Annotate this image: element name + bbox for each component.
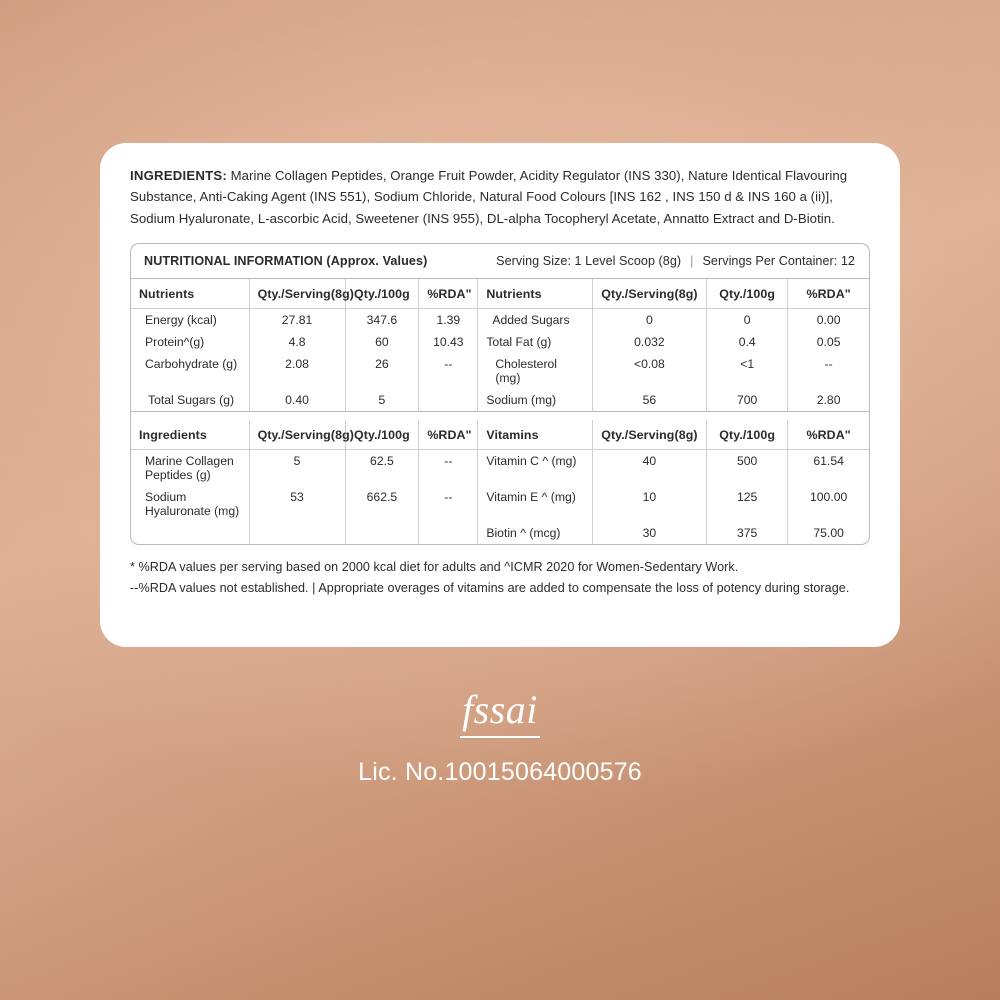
vitamin-rda: 75.00: [813, 526, 844, 541]
table-header-row-nutrients: [131, 279, 869, 309]
footnote-rda: * %RDA values per serving based on 2000 kcal diet for adults and ^ICMR 2020 for Women-Sedentary Work.: [130, 560, 739, 575]
col-nutrients-right: Nutrients: [478, 279, 592, 309]
fssai-logo: [460, 687, 540, 740]
nutrient-qty-100g: 0.4: [707, 331, 788, 353]
nutrition-label-card: [100, 143, 900, 647]
fssai-logo-underline: [460, 736, 540, 739]
nutrient-qty-100g: 5: [345, 389, 419, 412]
ingredient-qty-100g: 62.5: [345, 450, 419, 487]
col-rda-1: %RDA": [419, 279, 478, 309]
ingredient-rda: --: [419, 486, 478, 522]
nutrient-rda: [419, 389, 478, 412]
vitamin-qty-serving: 40: [592, 450, 706, 487]
ingredient-qty-serving: 53: [249, 486, 345, 522]
col-qty-100g-2: Qty./100g: [707, 279, 788, 309]
col-qty-100g-4: Qty./100g: [707, 420, 788, 450]
col-qty-100g-3: Qty./100g: [345, 420, 419, 450]
vitamin-qty-100g: 500: [707, 450, 788, 487]
col-qty-serving-3: Qty./Serving(8g): [249, 420, 345, 450]
nutrition-panel-header: [131, 244, 869, 279]
col-nutrients-left: Nutrients: [131, 279, 249, 309]
empty-cell: [249, 522, 345, 544]
nutrient-qty-serving: 56: [592, 389, 706, 412]
nutrient-name: Energy (kcal): [131, 309, 249, 332]
table-row: [131, 522, 869, 544]
fssai-block: [0, 687, 1000, 787]
vitamin-name: Biotin ^ (mcg): [478, 522, 592, 544]
nutrition-title: NUTRITIONAL INFORMATION (Approx. Values): [144, 254, 428, 269]
col-qty-100g-1: Qty./100g: [345, 279, 419, 309]
serving-size: Serving Size: 1 Level Scoop (8g): [496, 254, 682, 269]
nutrient-qty-100g: 700: [707, 389, 788, 412]
col-vitamins: Vitamins: [478, 420, 592, 450]
header-separator: |: [690, 254, 694, 269]
table-row: [131, 353, 869, 389]
nutrient-qty-100g: 0: [707, 309, 788, 332]
col-rda-2: %RDA": [788, 279, 869, 309]
col-qty-serving-4: Qty./Serving(8g): [592, 420, 706, 450]
nutrient-qty-100g: <1: [707, 353, 788, 389]
table-row: [131, 309, 869, 332]
vitamin-qty-100g: 125: [707, 486, 788, 522]
nutrient-qty-serving: 0: [592, 309, 706, 332]
nutritional-information-panel: [130, 243, 870, 545]
nutrient-qty-serving: 0.40: [249, 389, 345, 412]
col-rda-4: %RDA": [788, 420, 869, 450]
nutrient-qty-100g: 60: [345, 331, 419, 353]
nutrient-name: Total Fat (g): [478, 331, 592, 353]
ingredients-text: Marine Collagen Peptides, Orange Fruit Powder, Acidity Regulator (INS 330), Nature Identical Flavouring Substance, Anti-Caking Agent (INS 551), Sodium Chloride, Natural Food Colours [INS 162 , INS 150 d & INS 160 a (ii)], Sodium Hyaluronate, L-ascorbic Acid, Sweetener (INS 955), DL-alpha Tocopheryl Acetate, Annatto Extract and D-Biotin.: [130, 168, 848, 226]
vitamin-qty-serving: 10: [592, 486, 706, 522]
vitamin-rda: 61.54: [813, 454, 844, 469]
col-rda-3: %RDA": [419, 420, 478, 450]
table-row: [131, 389, 869, 412]
table-header-row-ingredients: [131, 420, 869, 450]
table-section-divider: [131, 412, 869, 421]
servings-per-container: Servings Per Container: 12: [702, 254, 855, 269]
table-row: [131, 331, 869, 353]
col-qty-serving-1: Qty./Serving(8g): [249, 279, 345, 309]
footnote-overages: --%RDA values not established. | Appropriate overages of vitamins are added to compensate the loss of potency during storage.: [130, 580, 850, 595]
vitamin-name: Vitamin E ^ (mg): [478, 486, 592, 522]
empty-cell: [419, 522, 478, 544]
col-ingredients: Ingredients: [131, 420, 249, 450]
nutrient-name: Total Sugars (g): [131, 389, 249, 412]
ingredients-paragraph: [130, 165, 870, 229]
ingredient-qty-100g: 662.5: [345, 486, 419, 522]
nutrient-qty-100g: 26: [345, 353, 419, 389]
ingredients-heading: INGREDIENTS:: [130, 168, 227, 183]
col-qty-serving-2: Qty./Serving(8g): [592, 279, 706, 309]
nutrient-name: Cholesterol (mg): [478, 353, 592, 389]
vitamin-qty-serving: 30: [592, 522, 706, 544]
nutrient-qty-serving: 2.08: [249, 353, 345, 389]
nutrient-qty-serving: 27.81: [249, 309, 345, 332]
empty-cell: [345, 522, 419, 544]
footnotes: [130, 557, 870, 598]
nutrient-name: Added Sugars: [478, 309, 592, 332]
ingredient-name: Marine Collagen Peptides (g): [131, 450, 249, 487]
ingredient-name: Sodium Hyaluronate (mg): [131, 486, 249, 522]
vitamin-name: Vitamin C ^ (mg): [478, 450, 592, 487]
vitamin-rda: 100.00: [809, 490, 848, 505]
table-row: [131, 450, 869, 487]
ingredient-rda: --: [419, 450, 478, 487]
vitamin-qty-100g: 375: [707, 522, 788, 544]
nutrient-rda: 10.43: [419, 331, 478, 353]
table-row: [131, 486, 869, 522]
fssai-license-number: Lic. No.10015064000576: [358, 758, 642, 786]
nutrient-qty-serving: <0.08: [592, 353, 706, 389]
nutrient-rda: --: [419, 353, 478, 389]
nutrient-qty-100g: 347.6: [345, 309, 419, 332]
fssai-logo-text: fssai: [462, 687, 538, 732]
nutrient-rda: 0.00: [816, 313, 841, 328]
nutrient-name: Protein^(g): [131, 331, 249, 353]
ingredient-qty-serving: 5: [249, 450, 345, 487]
nutrient-rda: 0.05: [816, 335, 841, 350]
nutrient-name: Carbohydrate (g): [131, 353, 249, 389]
nutrient-rda: 2.80: [816, 393, 841, 408]
nutrient-qty-serving: 0.032: [592, 331, 706, 353]
nutrition-table: [131, 279, 869, 544]
nutrient-qty-serving: 4.8: [249, 331, 345, 353]
nutrient-rda: 1.39: [419, 309, 478, 332]
nutrient-rda: --: [824, 357, 833, 372]
ingredient-name-empty: [131, 522, 249, 544]
nutrient-name: Sodium (mg): [478, 389, 592, 412]
